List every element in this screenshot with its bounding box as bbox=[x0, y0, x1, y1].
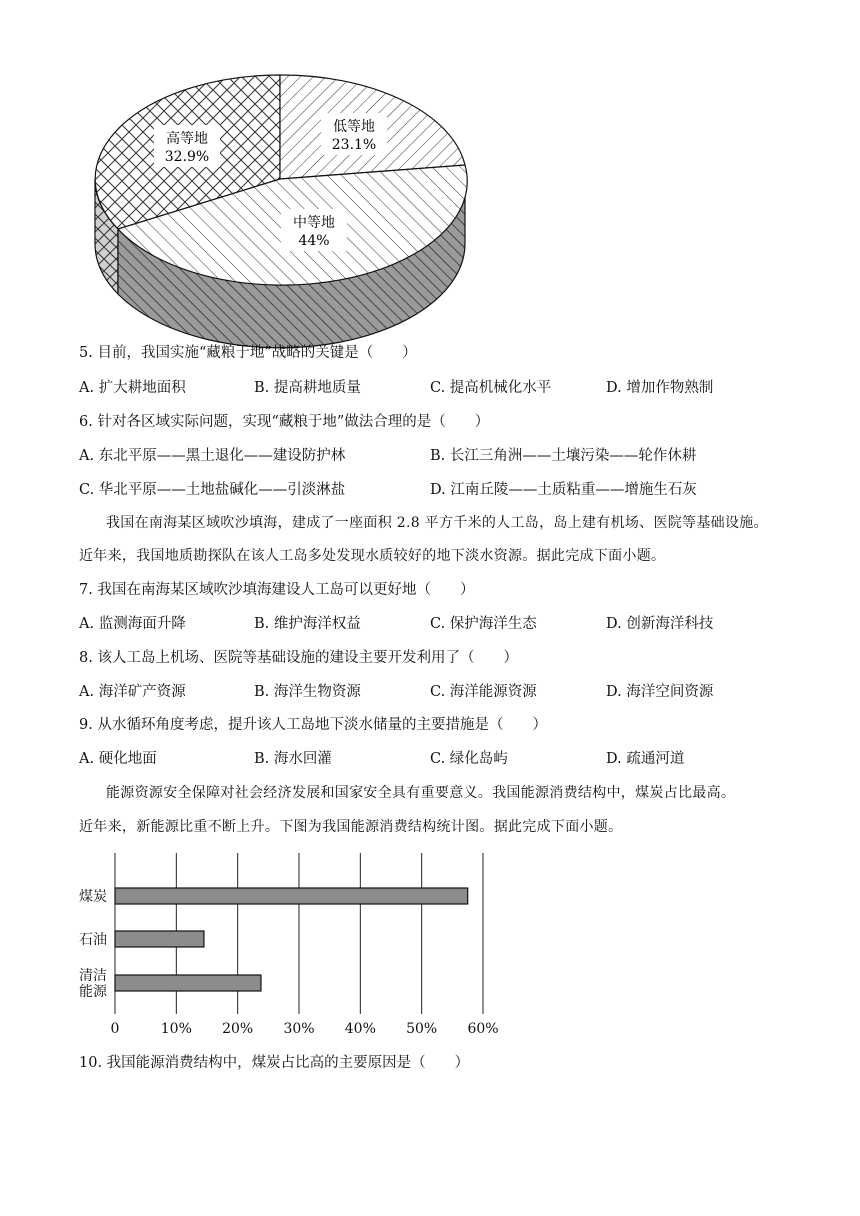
bar bbox=[115, 931, 204, 947]
pie-value-low: 23.1% bbox=[331, 137, 377, 153]
x-tick-label: 30% bbox=[283, 1021, 315, 1037]
pie-label-medium: 中等地 bbox=[293, 215, 335, 231]
q8-option-c[interactable]: C. 海洋能源资源 bbox=[430, 684, 537, 700]
bar bbox=[115, 888, 468, 904]
x-tick-label: 50% bbox=[406, 1021, 438, 1037]
q7-option-d[interactable]: D. 创新海洋科技 bbox=[606, 616, 714, 632]
q9-option-d[interactable]: D. 疏通河道 bbox=[606, 751, 685, 767]
land-quality-pie-chart bbox=[80, 55, 480, 367]
energy-consumption-bar-chart bbox=[74, 849, 514, 1039]
bar bbox=[115, 975, 261, 991]
question-5-stem: 5. 目前，我国实施“藏粮于地”战略的关键是（ ） bbox=[79, 345, 417, 361]
q9-option-a[interactable]: A. 硬化地面 bbox=[79, 751, 157, 767]
category-label: 清洁 bbox=[79, 968, 107, 984]
x-tick-label: 20% bbox=[222, 1021, 254, 1037]
q8-option-b[interactable]: B. 海洋生物资源 bbox=[254, 684, 361, 700]
q6-option-d[interactable]: D. 江南丘陵——土质粘重——增施生石灰 bbox=[430, 482, 697, 498]
x-tick-label: 10% bbox=[160, 1021, 192, 1037]
q7-option-a[interactable]: A. 监测海面升降 bbox=[79, 616, 186, 632]
passage-1-line-1: 我国在南海某区域吹沙填海，建成了一座面积 2.8 平方千米的人工岛，岛上建有机场、医院等基础设施。 bbox=[106, 515, 768, 531]
q9-option-b[interactable]: B. 海水回灌 bbox=[254, 751, 332, 767]
pie-label-high: 高等地 bbox=[166, 131, 208, 147]
q5-option-a[interactable]: A. 扩大耕地面积 bbox=[79, 380, 186, 396]
question-8-stem: 8. 该人工岛上机场、医院等基础设施的建设主要开发利用了（ ） bbox=[79, 650, 518, 666]
x-tick-label: 60% bbox=[467, 1021, 499, 1037]
pie-label-low: 低等地 bbox=[333, 119, 375, 135]
question-6-stem: 6. 针对各区域实际问题，实现“藏粮于地”做法合理的是（ ） bbox=[79, 414, 490, 430]
q8-option-d[interactable]: D. 海洋空间资源 bbox=[606, 684, 714, 700]
q6-option-a[interactable]: A. 东北平原——黑土退化——建设防护林 bbox=[79, 448, 346, 464]
question-9-stem: 9. 从水循环角度考虑，提升该人工岛地下淡水储量的主要措施是（ ） bbox=[79, 717, 547, 733]
passage-1-line-2: 近年来，我国地质勘探队在该人工岛多处发现水质较好的地下淡水资源。据此完成下面小题。 bbox=[79, 548, 666, 564]
question-10-stem: 10. 我国能源消费结构中，煤炭占比高的主要原因是（ ） bbox=[79, 1055, 470, 1071]
category-label: 煤炭 bbox=[79, 889, 107, 905]
q6-option-c[interactable]: C. 华北平原——土地盐碱化——引淡淋盐 bbox=[79, 482, 346, 498]
category-label: 石油 bbox=[79, 932, 107, 948]
q7-option-c[interactable]: C. 保护海洋生态 bbox=[430, 616, 537, 632]
q8-option-a[interactable]: A. 海洋矿产资源 bbox=[79, 684, 186, 700]
x-tick-label: 40% bbox=[344, 1021, 376, 1037]
q5-option-c[interactable]: C. 提高机械化水平 bbox=[430, 380, 552, 396]
q6-option-b[interactable]: B. 长江三角洲——土壤污染——轮作休耕 bbox=[430, 448, 697, 464]
q5-option-b[interactable]: B. 提高耕地质量 bbox=[254, 380, 361, 396]
q7-option-b[interactable]: B. 维护海洋权益 bbox=[254, 616, 361, 632]
passage-2-line-1: 能源资源安全保障对社会经济发展和国家安全具有重要意义。我国能源消费结构中，煤炭占比最高。 bbox=[106, 785, 736, 801]
question-7-stem: 7. 我国在南海某区域吹沙填海建设人工岛可以更好地（ ） bbox=[79, 582, 475, 598]
q9-option-c[interactable]: C. 绿化岛屿 bbox=[430, 751, 508, 767]
pie-value-medium: 44% bbox=[298, 233, 330, 249]
x-tick-label: 0 bbox=[110, 1021, 120, 1037]
passage-2-line-2: 近年来，新能源比重不断上升。下图为我国能源消费结构统计图。据此完成下面小题。 bbox=[79, 819, 623, 835]
category-label: 能源 bbox=[79, 984, 107, 1000]
pie-value-high: 32.9% bbox=[164, 149, 210, 165]
q5-option-d[interactable]: D. 增加作物熟制 bbox=[606, 380, 714, 396]
